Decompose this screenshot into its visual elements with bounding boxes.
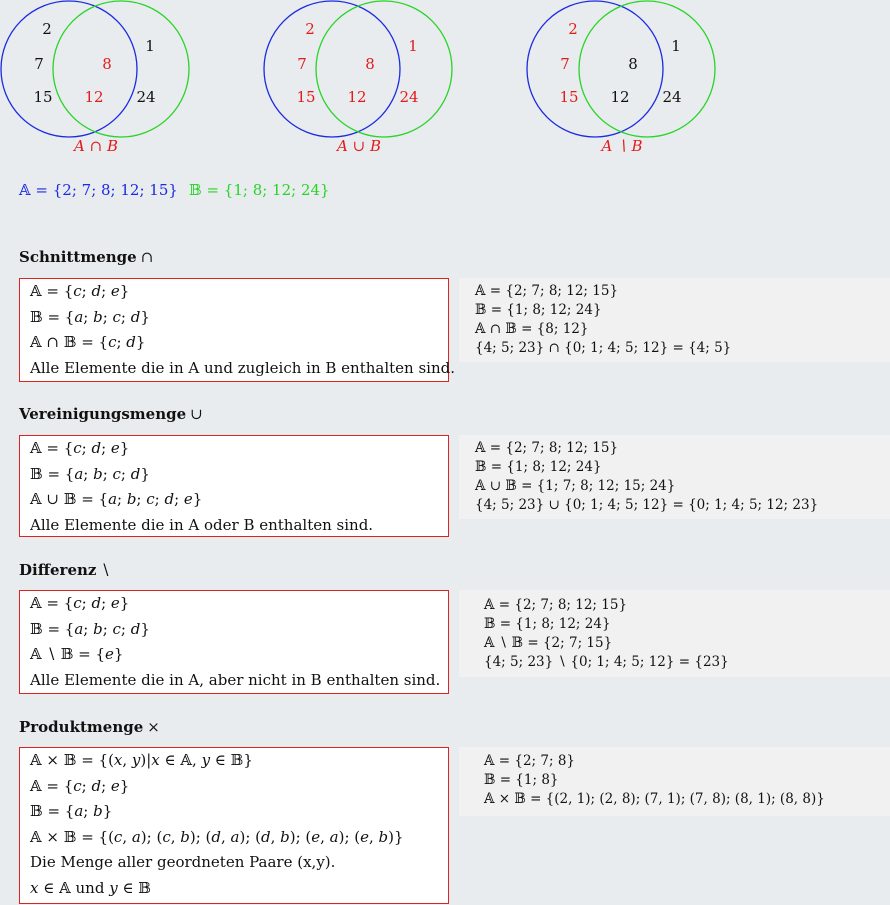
venn-number: 15 xyxy=(296,88,316,106)
example-line: 𝔸 = {2; 7; 8} xyxy=(484,753,575,769)
definition-line: 𝔸 = {𝑐; 𝑑; 𝑒} xyxy=(30,776,130,795)
example-line: 𝔹 = {1; 8; 12; 24} xyxy=(484,616,611,632)
definition-box-union xyxy=(19,435,449,537)
example-line: {4; 5; 23} ∪ {0; 1; 4; 5; 12} = {0; 1; 4; 5; 12; 23} xyxy=(475,497,819,513)
venn-label: A ∩ B xyxy=(74,137,118,155)
venn-diagram-union xyxy=(263,0,463,160)
definition-line: 𝔸 = {𝑐; 𝑑; 𝑒} xyxy=(30,594,130,612)
example-line: 𝔸 = {2; 7; 8; 12; 15} xyxy=(475,283,619,299)
venn-number: 8 xyxy=(628,55,638,73)
venn-number: 1 xyxy=(145,37,155,55)
section-title: Produktmenge xyxy=(19,718,144,736)
example-line: 𝔹 = {1; 8} xyxy=(484,772,559,788)
example-box-product xyxy=(459,747,890,816)
definition-line: 𝔹 = {𝑎; 𝑏; 𝑐; 𝑑} xyxy=(30,464,150,483)
section-heading-intersection xyxy=(19,248,153,266)
venn-number: 1 xyxy=(408,37,418,55)
example-line: 𝔸 = {2; 7; 8; 12; 15} xyxy=(484,597,628,613)
definition-box-product xyxy=(19,747,449,904)
venn-circles xyxy=(263,0,463,160)
venn-number: 24 xyxy=(399,88,419,106)
section-symbol: ∖ xyxy=(100,561,110,579)
venn-number: 15 xyxy=(33,88,53,106)
example-line: 𝔸 × 𝔹 = {(2, 1); (2, 8); (7, 1); (7, 8); (8, 1); (8, 8)} xyxy=(484,791,825,807)
definition-line: 𝑥 ∈ 𝔸 und 𝑦 ∈ 𝔹 xyxy=(30,878,151,897)
venn-number: 1 xyxy=(671,37,681,55)
example-line: 𝔹 = {1; 8; 12; 24} xyxy=(475,459,602,475)
venn-number: 2 xyxy=(305,20,315,38)
venn-label: A ∪ B xyxy=(337,137,381,155)
example-line: 𝔸 ∩ 𝔹 = {8; 12} xyxy=(475,321,589,337)
venn-circles xyxy=(0,0,200,160)
definition-line: 𝔸 ∩ 𝔹 = {𝑐; 𝑑} xyxy=(30,333,146,351)
venn-circles xyxy=(526,0,726,160)
example-line: 𝔹 = {1; 8; 12; 24} xyxy=(475,302,602,318)
example-box-intersection xyxy=(459,278,890,362)
definition-line: Die Menge aller geordneten Paare (x,y). xyxy=(30,853,336,871)
definition-line: Alle Elemente die in A oder B enthalten sind. xyxy=(30,515,374,534)
example-box-union xyxy=(459,435,890,519)
example-line: {4; 5; 23} ∖ {0; 1; 4; 5; 12} = {23} xyxy=(484,654,729,670)
section-title: Vereinigungsmenge xyxy=(19,405,187,423)
venn-number: 7 xyxy=(297,55,307,73)
venn-number: 12 xyxy=(84,88,104,106)
definition-box-intersection xyxy=(19,278,456,382)
venn-number: 8 xyxy=(102,55,112,73)
section-title: Schnittmenge xyxy=(19,248,137,266)
venn-number: 24 xyxy=(662,88,682,106)
venn-number: 2 xyxy=(568,20,578,38)
venn-number: 8 xyxy=(365,55,375,73)
definition-line: 𝔸 ∖ 𝔹 = {𝑒} xyxy=(30,645,124,663)
section-title: Differenz xyxy=(19,561,97,579)
venn-label: A ∖ B xyxy=(601,137,643,155)
example-line: 𝔸 ∖ 𝔹 = {2; 7; 15} xyxy=(484,635,613,651)
example-line: {4; 5; 23} ∩ {0; 1; 4; 5; 12} = {4; 5} xyxy=(475,340,732,356)
section-heading-difference xyxy=(19,561,110,579)
example-box-difference xyxy=(459,590,890,677)
example-line: 𝔸 = {2; 7; 8; 12; 15} xyxy=(475,440,619,456)
venn-number: 12 xyxy=(610,88,630,106)
definition-line: 𝔸 × 𝔹 = {(𝑥, 𝑦)|𝑥 ∈ 𝔸, 𝑦 ∈ 𝔹} xyxy=(30,751,253,769)
set-b-definition: 𝔹 = {1; 8; 12; 24} xyxy=(189,181,330,199)
definition-line: 𝔹 = {𝑎; 𝑏; 𝑐; 𝑑} xyxy=(30,307,150,326)
venn-number: 24 xyxy=(136,88,156,106)
example-line: 𝔸 ∪ 𝔹 = {1; 7; 8; 12; 15; 24} xyxy=(475,478,676,494)
definition-line: 𝔸 ∪ 𝔹 = {𝑎; 𝑏; 𝑐; 𝑑; 𝑒} xyxy=(30,490,203,508)
section-symbol: × xyxy=(147,718,160,736)
set-a-definition: 𝔸 = {2; 7; 8; 12; 15} xyxy=(19,181,178,199)
venn-number: 2 xyxy=(42,20,52,38)
definition-line: 𝔹 = {𝑎; 𝑏} xyxy=(30,802,113,820)
venn-number: 7 xyxy=(560,55,570,73)
section-symbol: ∩ xyxy=(140,248,154,266)
venn-number: 12 xyxy=(347,88,367,106)
definition-line: 𝔸 × 𝔹 = {(𝑐, 𝑎); (𝑐, 𝑏); (𝑑, 𝑎); (𝑑, 𝑏); (𝑒, 𝑎); (𝑒, 𝑏)} xyxy=(30,827,404,846)
venn-number: 15 xyxy=(559,88,579,106)
venn-diagram-difference xyxy=(526,0,726,160)
definition-line: Alle Elemente die in A und zugleich in B enthalten sind. xyxy=(30,358,456,377)
definition-box-difference xyxy=(19,590,449,694)
venn-diagram-intersection xyxy=(0,0,200,160)
section-heading-union xyxy=(19,405,203,423)
section-heading-product xyxy=(19,718,160,736)
definition-line: 𝔹 = {𝑎; 𝑏; 𝑐; 𝑑} xyxy=(30,619,150,638)
definition-line: Alle Elemente die in A, aber nicht in B enthalten sind. xyxy=(30,670,441,689)
definition-line: 𝔸 = {𝑐; 𝑑; 𝑒} xyxy=(30,439,130,457)
venn-number: 7 xyxy=(34,55,44,73)
section-symbol: ∪ xyxy=(190,405,203,423)
definition-line: 𝔸 = {𝑐; 𝑑; 𝑒} xyxy=(30,282,130,300)
